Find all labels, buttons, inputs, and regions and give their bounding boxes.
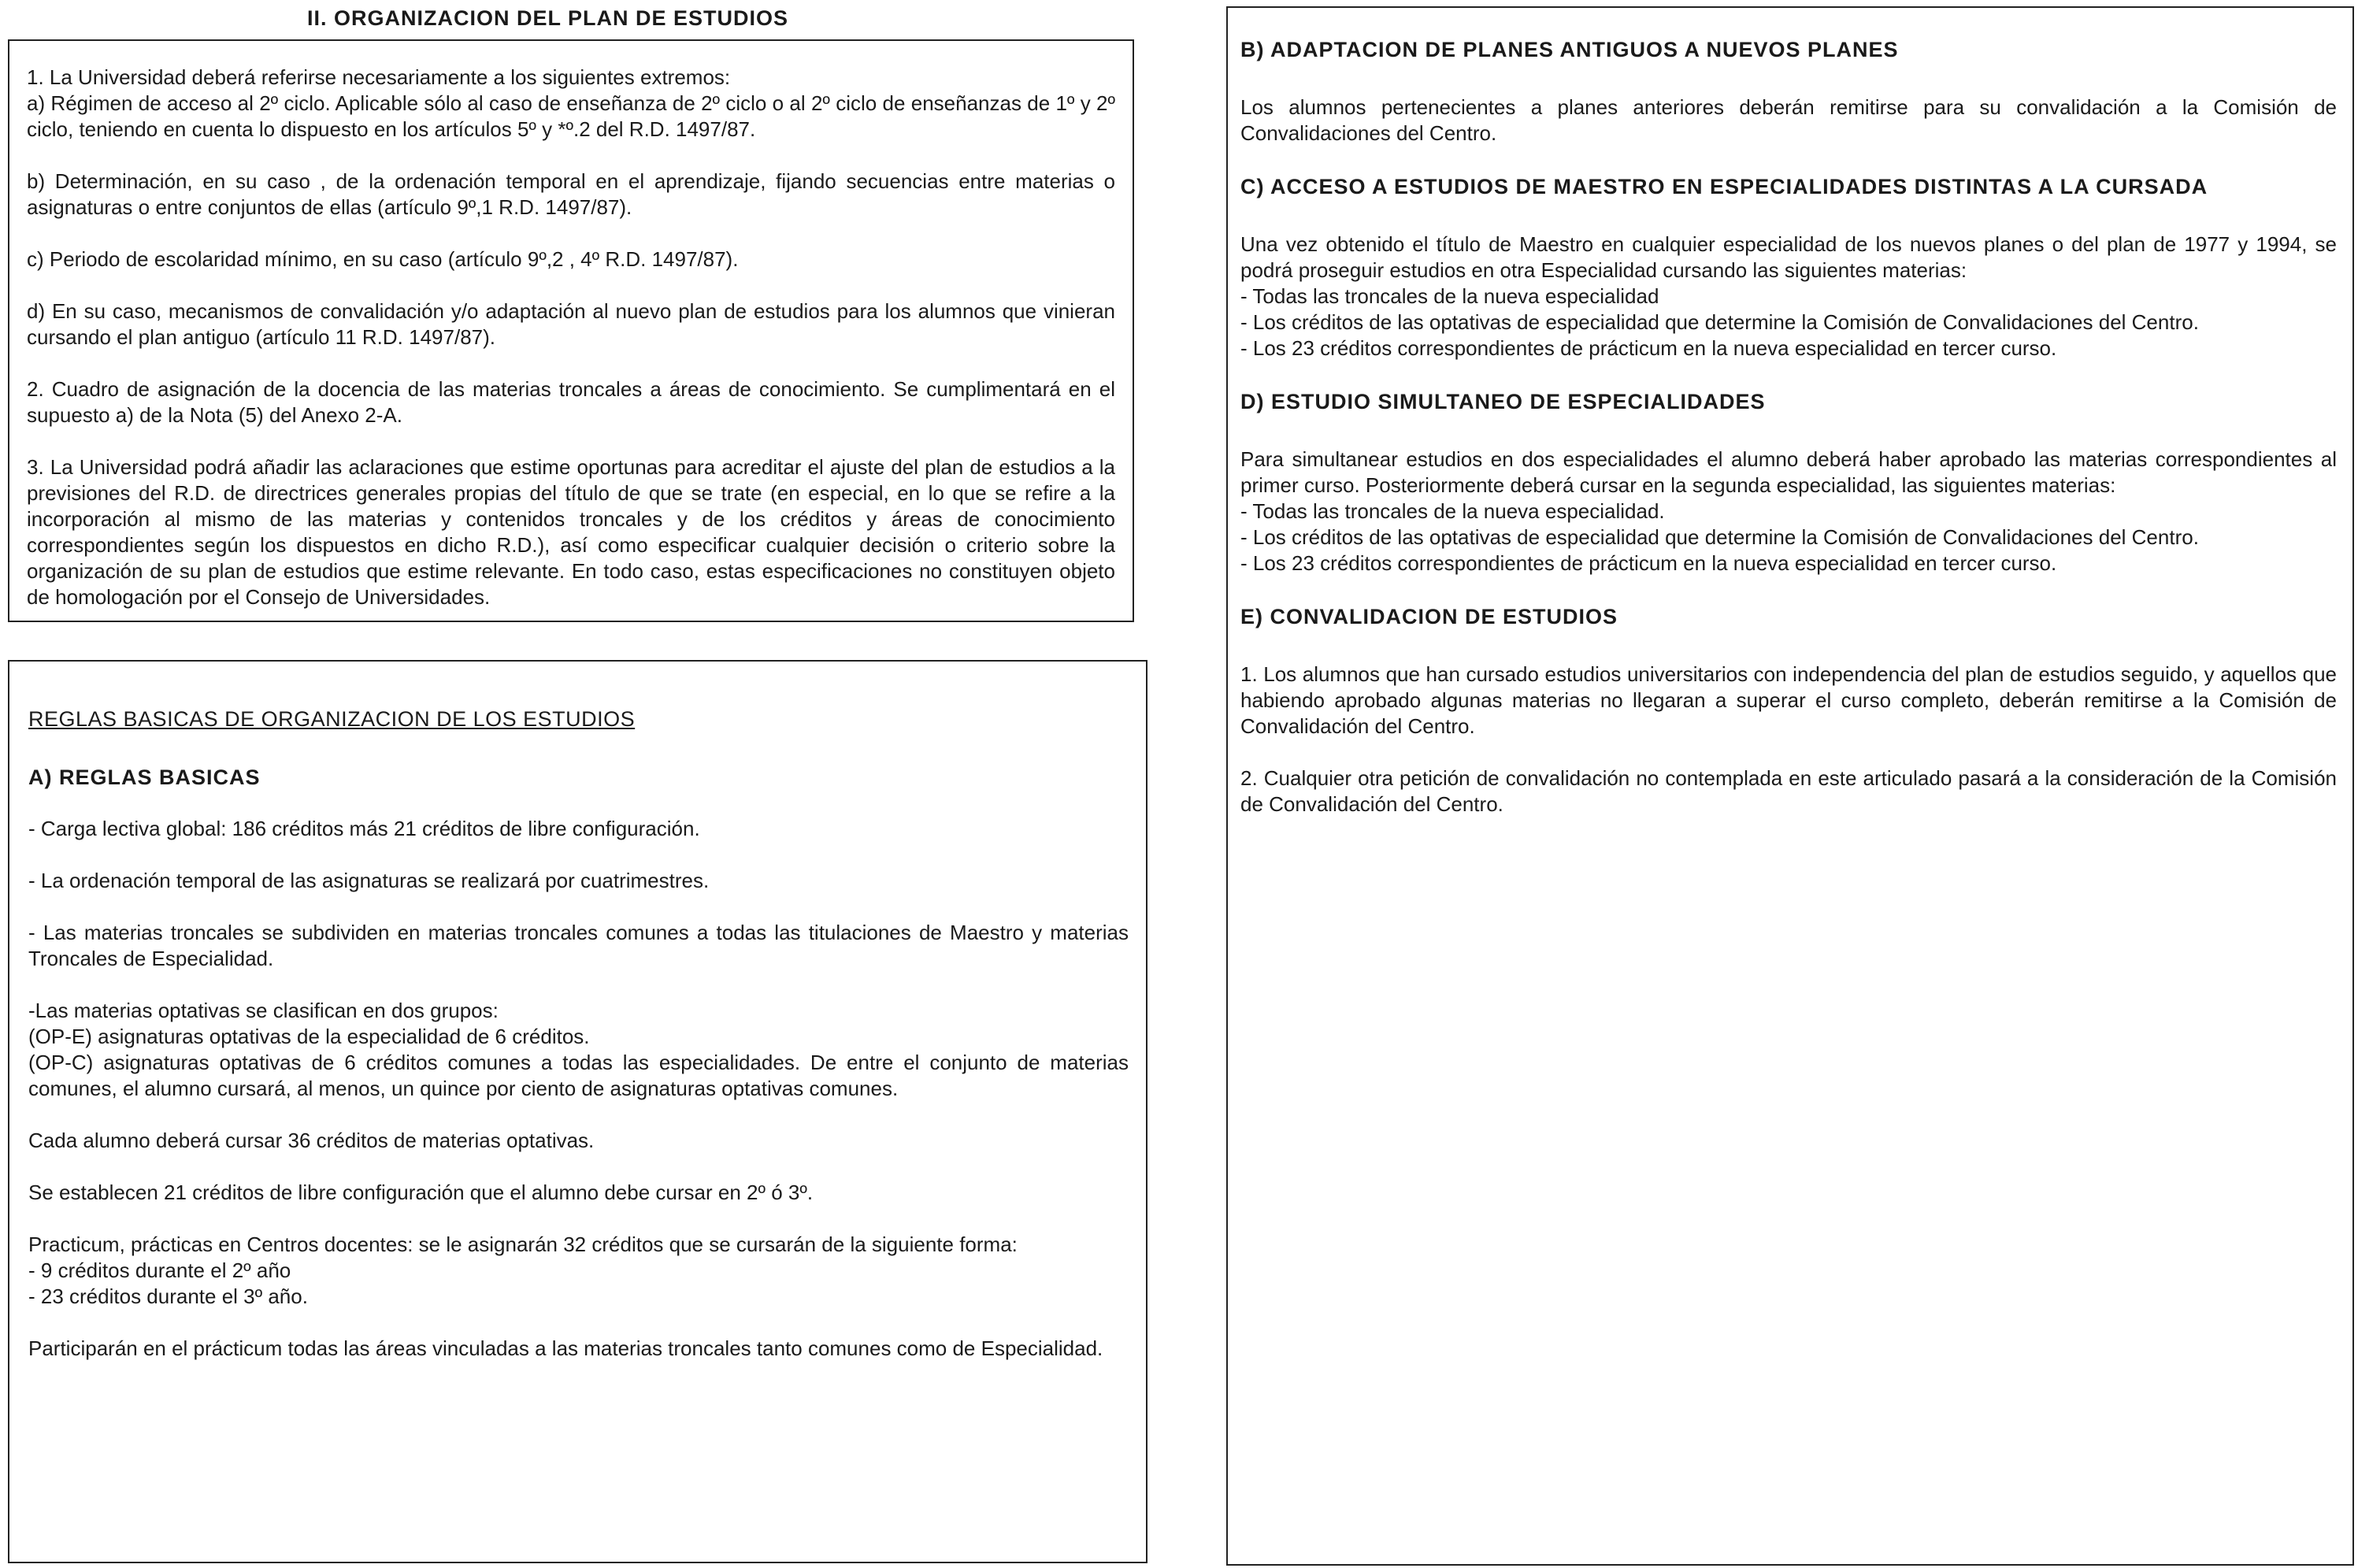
regla-practicum: Practicum, prácticas en Centros docentes: se le asignarán 32 créditos que se cursarán de la siguiente forma: [28, 1233, 1018, 1256]
section-b-text: Los alumnos pertenecientes a planes anteriores deberán remitirse para su convalidación a la Comisión de Convalidaciones del Centro. [1240, 95, 2337, 145]
regla-ordenacion: - La ordenación temporal de las asignaturas se realizará por cuatrimestres. [28, 869, 710, 892]
section-e-title: E) CONVALIDACION DE ESTUDIOS [1240, 605, 1618, 628]
reglas-subtitle: A) REGLAS BASICAS [28, 765, 261, 789]
section-c-item: - Los créditos de las optativas de especialidad que determine la Comisión de Convalidaciones del Centro. [1240, 310, 2199, 334]
section-b-title: B) ADAPTACION DE PLANES ANTIGUOS A NUEVOS PLANES [1240, 38, 1899, 61]
regla-op-e: (OP-E) asignaturas optativas de la especialidad de 6 créditos. [28, 1025, 590, 1048]
org-intro: 1. La Universidad deberá referirse necesariamente a los siguientes extremos: [27, 65, 731, 89]
reglas-box [8, 660, 1147, 1563]
regla-carga: - Carga lectiva global: 186 créditos más 21 créditos de libre configuración. [28, 817, 700, 840]
regla-practicum-item: - 23 créditos durante el 3º año. [28, 1284, 308, 1308]
section-heading: II. ORGANIZACION DEL PLAN DE ESTUDIOS [307, 6, 789, 30]
section-d-text: Para simultanear estudios en dos especialidades el alumno deberá haber aprobado las materias correspondientes al primer curso. Posteriormente deberá cursar en la segunda especialidad, las siguientes materias: [1240, 447, 2337, 497]
section-c-text: Una vez obtenido el título de Maestro en cualquier especialidad de los nuevos planes o del plan de 1977 y 1994, se podrá proseguir estudios en otra Especialidad cursando las siguientes materias: [1240, 232, 2337, 282]
org-paragraph-3: 3. La Universidad podrá añadir las aclaraciones que estime oportunas para acreditar el ajuste del plan de estudios a la previsiones del R.D. de directrices generales propias del título de que se trate (en especial, en lo que se refire a la incorporación al mismo de las materias y contenidos troncales y de los créditos y áreas de conocimiento correspondientes según los dispuestos en dicho R.D.), así como especificar cualquier decisión o criterio sobre la organización de su plan de estudios que estime relevante. En todo caso, estas especificaciones no constituyen objeto de homologación por el Consejo de Universidades. [27, 455, 1115, 609]
section-e-paragraph-2: 2. Cualquier otra petición de convalidación no contemplada en este articulado pasará a la consideración de la Comisión de Convalidación del Centro. [1240, 766, 2337, 816]
regla-participaran: Participarán en el prácticum todas las áreas vinculadas a las materias troncales tanto comunes como de Especialidad. [28, 1336, 1103, 1360]
regla-op-c: (OP-C) asignaturas optativas de 6 créditos comunes a todas las especialidades. De entre el conjunto de materias comunes, el alumno cursará, al menos, un quince por ciento de asignaturas optativas comunes. [28, 1051, 1129, 1100]
org-item-b: b) Determinación, en su caso , de la ordenación temporal en el aprendizaje, fijando secuencias entre materias o asignaturas o entre conjuntos de ellas (artículo 9º,1 R.D. 1497/87). [27, 169, 1115, 219]
section-d-item: - Los créditos de las optativas de especialidad que determine la Comisión de Convalidaciones del Centro. [1240, 525, 2199, 549]
right-column-box [1226, 6, 2354, 1566]
regla-troncales: - Las materias troncales se subdividen en materias troncales comunes a todas las titulaciones de Maestro y materias Troncales de Especialidad. [28, 921, 1129, 970]
regla-optativas-intro: -Las materias optativas se clasifican en dos grupos: [28, 999, 499, 1022]
organizacion-box [8, 39, 1134, 622]
section-d-title: D) ESTUDIO SIMULTANEO DE ESPECIALIDADES [1240, 390, 1766, 413]
regla-practicum-item: - 9 créditos durante el 2º año [28, 1258, 291, 1282]
reglas-title: REGLAS BASICAS DE ORGANIZACION DE LOS ESTUDIOS [28, 707, 636, 731]
regla-libre: Se establecen 21 créditos de libre configuración que el alumno debe cursar en 2º ó 3º. [28, 1181, 814, 1204]
org-paragraph-2: 2. Cuadro de asignación de la docencia de las materias troncales a áreas de conocimiento. Se cumplimentará en el supuesto a) de la Nota (5) del Anexo 2-A. [27, 377, 1115, 427]
section-c-item: - Todas las troncales de la nueva especialidad [1240, 284, 1659, 308]
section-d-item: - Los 23 créditos correspondientes de prácticum en la nueva especialidad en tercer curso. [1240, 551, 2057, 575]
org-item-d: d) En su caso, mecanismos de convalidación y/o adaptación al nuevo plan de estudios para los alumnos que vinieran cursando el plan antiguo (artículo 11 R.D. 1497/87). [27, 299, 1115, 349]
section-d-item: - Todas las troncales de la nueva especialidad. [1240, 499, 1665, 523]
section-c-item: - Los 23 créditos correspondientes de prácticum en la nueva especialidad en tercer curso. [1240, 336, 2057, 360]
section-c-title: C) ACCESO A ESTUDIOS DE MAESTRO EN ESPECIALIDADES DISTINTAS A LA CURSADA [1240, 175, 2208, 198]
org-item-c: c) Periodo de escolaridad mínimo, en su caso (artículo 9º,2 , 4º R.D. 1497/87). [27, 247, 739, 271]
section-e-paragraph-1: 1. Los alumnos que han cursado estudios universitarios con independencia del plan de estudios seguido, y aquellos que habiendo aprobado algunas materias no llegaran a superar el curso completo, deberán remitirse a la Comisión de Convalidación del Centro. [1240, 662, 2337, 738]
org-item-a: a) Régimen de acceso al 2º ciclo. Aplicable sólo al caso de enseñanza de 2º ciclo o al 2º ciclo de enseñanzas de 1º y 2º ciclo, teniendo en cuenta lo dispuesto en los artículos 5º y *º.2 del R.D. 1497/87. [27, 91, 1115, 141]
regla-cada-alumno: Cada alumno deberá cursar 36 créditos de materias optativas. [28, 1129, 595, 1152]
